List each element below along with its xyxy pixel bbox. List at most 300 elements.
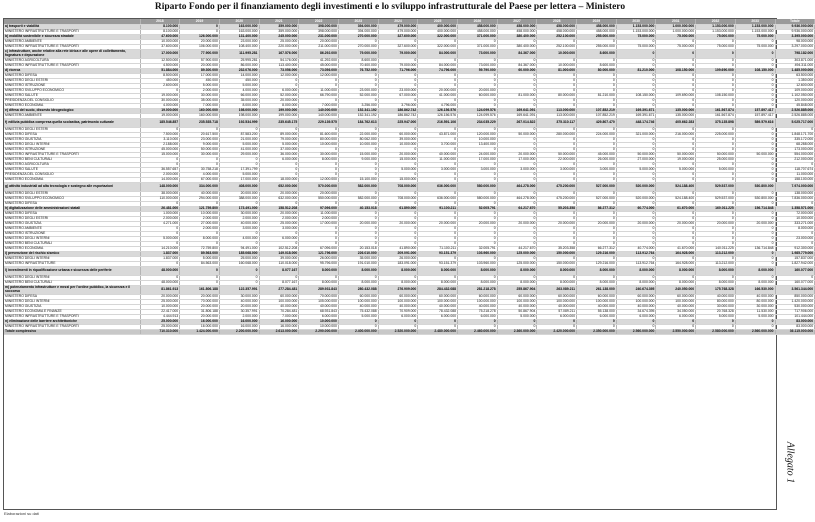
year-header-cell: 2031 [656, 19, 696, 25]
amount-cell: 0 [378, 202, 418, 207]
amount-cell: 0 [378, 212, 418, 217]
category-row [4, 286, 815, 295]
amount-cell: 3.000.000 [497, 168, 537, 173]
amount-cell: 0 [656, 178, 696, 183]
amount-cell: 2.526.885.000 [775, 114, 815, 119]
amount-cell: 0 [656, 257, 696, 262]
amount-cell: 1.424.000.000 [180, 330, 220, 335]
amount-cell: 26.000.000 [577, 158, 617, 163]
amount-cell: 0 [219, 202, 259, 207]
amount-cell: 0 [299, 163, 339, 168]
amount-cell: 2.560.000.000 [616, 330, 656, 335]
amount-cell: 103.960.000 [458, 262, 498, 267]
amount-cell: 166.530.000 [735, 286, 775, 295]
amount-cell: 20.000.000 [338, 222, 378, 227]
amount-cell: 60.000.000 [338, 295, 378, 300]
amount-cell: 45.848.000 [775, 104, 815, 109]
amount-cell: 464.278.000 [497, 183, 537, 192]
amount-cell: 136.714.848 [735, 247, 775, 252]
row-label-cell: MINISTERO DIFESA [4, 212, 140, 217]
amount-cell: 77.900.000 [180, 50, 220, 59]
amount-cell: 0 [696, 192, 736, 197]
amount-cell: 0 [656, 237, 696, 242]
amount-cell: 0 [497, 232, 537, 237]
amount-cell: 0 [577, 138, 617, 143]
amount-cell: 75.000.000 [735, 45, 775, 50]
amount-cell: 0 [338, 84, 378, 89]
amount-cell: 70.000.000 [180, 300, 220, 305]
amount-cell: 160.000.000 [180, 114, 220, 119]
amount-cell: 0 [577, 257, 617, 262]
amount-cell: 41.000.000 [219, 148, 259, 153]
amount-cell: 18.000.000 [259, 178, 299, 183]
amount-cell: 8.000.000 [458, 281, 498, 286]
amount-cell: 371.000.000 [458, 35, 498, 40]
amount-cell: 0 [735, 163, 775, 168]
amount-cell: 8.600.000 [577, 64, 617, 69]
amount-cell: 0 [735, 133, 775, 138]
amount-cell: 107.852.219 [577, 109, 617, 114]
amount-cell: 284.432.088 [418, 286, 458, 295]
amount-cell: 2.000.000 [219, 217, 259, 222]
amount-cell: 252.100.000 [537, 45, 577, 50]
amount-cell: 15.000.000 [378, 178, 418, 183]
amount-cell: 0 [497, 178, 537, 183]
amount-cell: 66.277.312 [577, 247, 617, 252]
amount-cell: 120.000.000 [458, 133, 498, 138]
amount-cell: 1.985.779.000 [775, 252, 815, 257]
amount-cell: 0 [577, 192, 617, 197]
amount-cell: 0 [418, 84, 458, 89]
amount-cell: 0 [259, 168, 299, 173]
amount-cell: 84.000.000 [418, 50, 458, 59]
amount-cell: 52.000.000 [259, 94, 299, 99]
amount-cell: 0 [418, 148, 458, 153]
amount-cell: 8.000.000 [458, 267, 498, 276]
amount-cell: 0 [219, 163, 259, 168]
amount-cell: 9.936.000.000 [775, 30, 815, 35]
amount-cell: 0 [735, 202, 775, 207]
amount-cell: 281.218.278 [458, 286, 498, 295]
amount-cell: 20.000.000 [219, 305, 259, 310]
amount-cell: 0 [735, 212, 775, 217]
amount-cell: 6.000.000 [259, 158, 299, 163]
amount-cell: 161.567.874 [696, 109, 736, 114]
amount-cell: 0 [696, 237, 736, 242]
amount-cell: 6.000.000 [616, 315, 656, 320]
amount-cell: 263.089.211 [537, 286, 577, 295]
amount-cell: 582.000.000 [338, 183, 378, 192]
amount-cell: 120.000.000 [775, 99, 815, 104]
amount-cell: 60.000.000 [378, 295, 418, 300]
amount-cell: 0 [378, 237, 418, 242]
amount-cell: 1.153.000.000 [696, 30, 736, 35]
amount-cell: 0 [458, 320, 498, 325]
amount-cell: 2.560.000.000 [735, 330, 775, 335]
amount-cell: 60.000.000 [537, 295, 577, 300]
amount-cell: 50.000.000 [537, 153, 577, 158]
amount-cell: 79.000.000 [259, 138, 299, 143]
amount-cell: 125.000.000 [497, 252, 537, 257]
amount-cell: 0 [735, 252, 775, 257]
amount-cell: 0 [656, 64, 696, 69]
amount-cell: 163.000.000 [219, 30, 259, 35]
amount-cell: 81.000.000 [537, 69, 577, 74]
amount-cell: 8.000.000 [577, 281, 617, 286]
amount-cell: 408.000.000 [219, 183, 259, 192]
amount-cell: 0 [696, 212, 736, 217]
row-label-cell: i) prevenzione del rischio sismico [4, 252, 140, 257]
amount-cell: 80.062.000 [338, 138, 378, 143]
row-label-cell: MINISTERO DEGLI INTERNI [4, 276, 140, 281]
amount-cell: 359.000.000 [259, 25, 299, 30]
amount-cell: 30.000.000 [299, 153, 339, 158]
amount-cell: 48.000.000 [140, 267, 180, 276]
amount-cell: 50.000.000 [656, 153, 696, 158]
amount-cell: 160.011.225 [696, 207, 736, 212]
amount-cell: 20.000.000 [180, 295, 220, 300]
amount-cell: 1.837.000 [140, 252, 180, 257]
amount-cell: 0 [180, 242, 220, 247]
amount-cell: 20.000.000 [458, 222, 498, 227]
amount-cell: 36.557.657 [140, 168, 180, 173]
amount-cell: 60.000.000 [418, 295, 458, 300]
amount-cell: 0 [616, 212, 656, 217]
amount-cell: 30.000.000 [140, 99, 180, 104]
amount-cell: 0 [656, 50, 696, 59]
annex-label [782, 425, 798, 505]
amount-cell: 400.000.000 [418, 25, 458, 30]
amount-cell: 0 [656, 320, 696, 325]
amount-cell: 10.000.000 [775, 217, 815, 222]
amount-cell: 35.203.358 [537, 247, 577, 252]
amount-cell: 0 [656, 89, 696, 94]
amount-cell: 8.600.000 [338, 59, 378, 64]
amount-cell: 2.550.000.000 [656, 330, 696, 335]
amount-cell: 0 [696, 143, 736, 148]
amount-cell: 0 [616, 84, 656, 89]
amount-cell: 169.391.671 [616, 109, 656, 114]
amount-cell: 0 [616, 178, 656, 183]
amount-cell: 0 [577, 227, 617, 232]
page-title: Riparto Fondo per il finanziamento degli investimenti e lo sviluppo infrastrutturale del Paese per lettera – Ministero [154, 2, 626, 12]
amount-cell: 67.000.000 [180, 178, 220, 183]
amount-cell: 30.000.000 [180, 153, 220, 158]
amount-cell: 161.567.874 [696, 114, 736, 119]
amount-cell: 708.000.000 [378, 183, 418, 192]
amount-cell: 580.000.000 [458, 183, 498, 192]
amount-cell: 0 [458, 178, 498, 183]
amount-cell: 126.156.576 [418, 114, 458, 119]
amount-cell: 0 [656, 40, 696, 45]
amount-cell: 5.000.000 [696, 168, 736, 173]
amount-cell: 0 [180, 25, 220, 30]
amount-cell: 0 [775, 276, 815, 281]
amount-cell: 20.000.000 [299, 192, 339, 197]
amount-cell: 280.000.000 [537, 133, 577, 138]
amount-cell: 138.000.000 [775, 192, 815, 197]
amount-cell: 8.000.000 [656, 281, 696, 286]
amount-cell: 169.641.091 [497, 114, 537, 119]
amount-cell: 708.000.000 [378, 197, 418, 202]
amount-cell: 75.000.000 [735, 35, 775, 40]
amount-cell: 0 [577, 237, 617, 242]
amount-cell: 0 [497, 217, 537, 222]
amount-cell: 240.050.000 [656, 286, 696, 295]
amount-cell: 80.000.000 [537, 94, 577, 99]
amount-cell: 0 [458, 84, 498, 89]
amount-cell: 0 [656, 242, 696, 247]
amount-cell: 0 [577, 325, 617, 330]
amount-cell: 0 [140, 242, 180, 247]
amount-cell: 234.035.229 [458, 119, 498, 128]
amount-cell: 41.292.000 [299, 59, 339, 64]
amount-cell: 12.000.000 [299, 178, 339, 183]
amount-cell: 9.936.000.000 [775, 25, 815, 30]
amount-cell: 0 [537, 143, 577, 148]
amount-cell: 103.960.000 [458, 252, 498, 257]
amount-cell: 20.000.000 [497, 153, 537, 158]
amount-cell: 100.000.000 [537, 300, 577, 305]
amount-cell: 0 [696, 173, 736, 178]
category-row [4, 183, 815, 192]
amount-cell: 44.217.670 [497, 247, 537, 252]
amount-cell: 0 [696, 104, 736, 109]
amount-cell: 3.110.000 [140, 138, 180, 143]
amount-cell: 66.790.000 [299, 94, 339, 99]
amount-cell: 129.216.000 [577, 262, 617, 267]
amount-cell: 0 [458, 79, 498, 84]
amount-cell: 0 [378, 173, 418, 178]
amount-cell: 109.000.000 [775, 89, 815, 94]
amount-cell: 0 [616, 143, 656, 148]
amount-cell: 10.000.000 [140, 40, 180, 45]
total-row [4, 330, 815, 335]
amount-cell: 0 [696, 178, 736, 183]
amount-cell: 0 [299, 84, 339, 89]
amount-cell: 157.837.000 [775, 257, 815, 262]
amount-cell: 0 [735, 158, 775, 163]
amount-cell: 0 [338, 325, 378, 330]
amount-cell: 21.000.000 [219, 138, 259, 143]
amount-cell: 448.174.746 [616, 119, 656, 128]
amount-cell: 150.000.000 [537, 252, 577, 257]
amount-cell: 232.076.000 [219, 69, 259, 74]
amount-cell: 0 [299, 227, 339, 232]
amount-cell: 75.000.000 [656, 45, 696, 50]
amount-cell: 0 [418, 128, 458, 133]
amount-cell: 75.432.088 [338, 310, 378, 315]
amount-cell: 100.000.000 [656, 300, 696, 305]
amount-cell: 20.000.000 [259, 99, 299, 104]
amount-cell: 41.000.000 [418, 94, 458, 99]
amount-cell: 2.000.000 [180, 217, 220, 222]
amount-cell: 0 [418, 178, 458, 183]
amount-cell: 0 [735, 99, 775, 104]
amount-cell: 0 [259, 232, 299, 237]
table-body [4, 25, 815, 335]
amount-cell: 530.000.000 [775, 305, 815, 310]
year-header-cell: 2023 [338, 19, 378, 25]
amount-cell: 527.000.000 [577, 183, 617, 192]
amount-cell: 0 [656, 138, 696, 143]
amount-cell: 0 [577, 173, 617, 178]
amount-cell: 8.000.000 [378, 267, 418, 276]
amount-cell: 8.000.000 [537, 281, 577, 286]
amount-cell: 0 [537, 320, 577, 325]
amount-cell: 0 [458, 232, 498, 237]
amount-cell: 5.000.000 [140, 237, 180, 242]
amount-cell: 61.890.000 [378, 207, 418, 212]
amount-cell: 0 [656, 217, 696, 222]
row-label-cell: MINISTERO SVILUPPO ECONOMICO [4, 197, 140, 202]
row-label-cell: MINISTERO AGRICOLTURA [4, 59, 140, 64]
amount-cell: 45.000.000 [140, 148, 180, 153]
amount-cell: 17.000.000 [458, 158, 498, 163]
amount-cell: 8.100.000 [140, 30, 180, 35]
amount-cell: 9.000.000 [180, 143, 220, 148]
amount-cell: 530.800.000 [735, 183, 775, 192]
amount-cell: 83.000.000 [775, 320, 815, 325]
amount-cell: 8.000.000 [616, 267, 656, 276]
amount-cell: 252.100.000 [537, 35, 577, 40]
amount-cell: 554.000.000 [775, 153, 815, 158]
amount-cell: 185.068.000 [219, 252, 259, 257]
amount-cell: 110.018.000 [259, 262, 299, 267]
amount-cell: 333.271.000 [775, 222, 815, 227]
row-label-cell: MINISTERO GIUSTIZIA [4, 305, 140, 310]
amount-cell: 0 [497, 320, 537, 325]
amount-cell: 0 [219, 158, 259, 163]
amount-cell: 209.091.000 [378, 252, 418, 257]
amount-cell: 20.000.000 [299, 40, 339, 45]
amount-cell: 113.400.000 [259, 64, 299, 69]
amount-cell: 110.000.000 [140, 197, 180, 202]
amount-cell: 0 [537, 173, 577, 178]
amount-cell: 0 [616, 79, 656, 84]
amount-cell: 3.000.000 [577, 168, 617, 173]
amount-cell: 5.000.000 [219, 173, 259, 178]
amount-cell: 9.000.000 [338, 158, 378, 163]
amount-cell: 0 [696, 276, 736, 281]
amount-cell: 17.000.000 [497, 158, 537, 163]
amount-cell: 394.000.000 [338, 25, 378, 30]
amount-cell: 0 [577, 128, 617, 133]
amount-cell: 0 [338, 74, 378, 79]
amount-cell: 479.000.000 [378, 25, 418, 30]
amount-cell: 530.800.000 [735, 197, 775, 202]
amount-cell: 0 [735, 320, 775, 325]
amount-cell: 75.000.000 [616, 45, 656, 50]
amount-cell: 0 [537, 138, 577, 143]
amount-cell: 8.000.000 [259, 104, 299, 109]
amount-cell: 0 [219, 276, 259, 281]
row-label-cell: f) edilizia pubblica compresa quella scolastica, patrimonio culturale [4, 119, 140, 128]
amount-cell: 20.000.000 [259, 192, 299, 197]
amount-cell: 25.000.000 [140, 325, 180, 330]
amount-cell: 60.000.000 [616, 295, 656, 300]
amount-cell: 8.000.000 [418, 267, 458, 276]
amount-cell: 60.000.000 [378, 133, 418, 138]
amount-cell: 23.000.000 [219, 40, 259, 45]
amount-cell: 186.862.742 [378, 109, 418, 114]
amount-cell: 220.000.000 [259, 45, 299, 50]
amount-cell: 80.000.000 [577, 69, 617, 74]
year-header-cell: 2028 [537, 19, 577, 25]
amount-cell: 524.188.400 [656, 197, 696, 202]
amount-cell: 13.400.000 [458, 143, 498, 148]
amount-cell: 798.182.000 [775, 50, 815, 59]
amount-cell: 0 [656, 74, 696, 79]
amount-cell: 8.000.000 [616, 281, 656, 286]
amount-cell: 0 [299, 237, 339, 242]
amount-cell: 0 [418, 79, 458, 84]
row-label-cell: MINISTERO DEGLI INTERNI [4, 300, 140, 305]
amount-cell: 131.400.000 [219, 35, 259, 40]
amount-cell: 0 [656, 79, 696, 84]
amount-cell: 0 [537, 128, 577, 133]
amount-cell: 5.000.000 [338, 315, 378, 320]
amount-cell: 20.000.000 [497, 222, 537, 227]
amount-cell: 84.000.000 [418, 64, 458, 69]
amount-cell: 2.613.000.000 [259, 330, 299, 335]
amount-cell: 0 [458, 276, 498, 281]
amount-cell: 20.000.000 [418, 89, 458, 94]
amount-cell: 0 [259, 173, 299, 178]
amount-cell: 67.096.000 [299, 247, 339, 252]
amount-cell: 75.218.278 [458, 310, 498, 315]
amount-cell: 160.077.000 [775, 267, 815, 276]
amount-cell: 0 [259, 163, 299, 168]
amount-cell: 26.481.000 [140, 207, 180, 212]
amount-cell: 1.000.000.000 [656, 25, 696, 30]
amount-cell: 108.150.000 [616, 94, 656, 99]
amount-cell: 68.931.843 [299, 310, 339, 315]
amount-cell: 2.480.000.000 [418, 330, 458, 335]
amount-cell: 40.000.000 [299, 305, 339, 310]
amount-cell: 0 [616, 104, 656, 109]
amount-cell: 0 [656, 99, 696, 104]
amount-cell: 50.867.904 [497, 310, 537, 315]
amount-cell: 0 [537, 89, 577, 94]
amount-cell: 80.000.000 [696, 300, 736, 305]
amount-cell: 87.583.200 [219, 133, 259, 138]
amount-cell: 0 [259, 128, 299, 133]
row-label-cell: MINISTERO ISTRUZIONE [4, 84, 140, 89]
amount-cell: 8.000.000 [537, 267, 577, 276]
amount-cell: 20.000.000 [616, 222, 656, 227]
amount-cell: 0 [338, 232, 378, 237]
row-label-cell: MINISTERO SVILUPPO ECONOMICO [4, 89, 140, 94]
amount-cell: 26.000.000 [378, 257, 418, 262]
amount-cell: 0 [299, 128, 339, 133]
category-row [4, 267, 815, 276]
amount-cell: 0 [577, 40, 617, 45]
amount-cell: 0 [299, 202, 339, 207]
amount-cell: 0 [259, 276, 299, 281]
amount-cell: 0 [735, 104, 775, 109]
amount-cell: 0 [418, 227, 458, 232]
amount-cell: 1.848.171.700 [775, 133, 815, 138]
amount-cell: 0 [180, 267, 220, 276]
amount-cell: 135.000.000 [656, 109, 696, 114]
amount-cell: 388.000.000 [219, 197, 259, 202]
amount-cell: 0 [577, 79, 617, 84]
amount-cell: 148.000.000 [140, 183, 180, 192]
amount-cell: 40.000.000 [656, 305, 696, 310]
amount-cell: 0 [735, 84, 775, 89]
amount-cell: 152.341.192 [338, 109, 378, 114]
